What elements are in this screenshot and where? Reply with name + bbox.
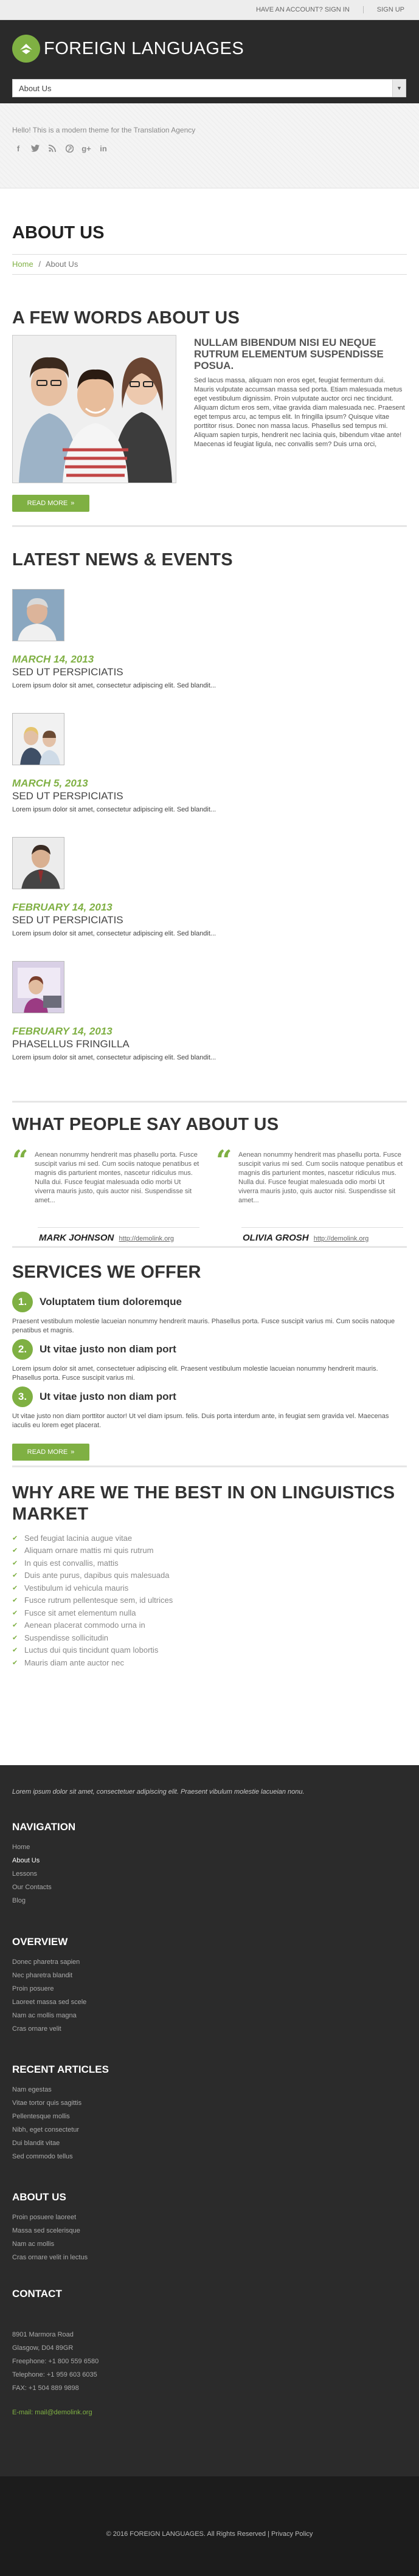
contact-line: 8901 Marmora Road	[12, 2331, 74, 2338]
service-title[interactable]: Ut vitae justo non diam port	[40, 1343, 176, 1355]
footer-nav-list	[12, 1841, 52, 1907]
check-icon: ✔	[12, 1647, 18, 1655]
list-item	[12, 1545, 173, 1557]
footer-recent-list	[12, 2083, 81, 2163]
linkedin-icon[interactable]: in	[100, 143, 107, 153]
news-excerpt: Lorem ipsum dolor sit amet, consectetur adipiscing elit. Sed blandit...	[12, 806, 216, 813]
news-item	[12, 713, 407, 813]
list-item-text: Aliquam ornare mattis mi quis rutrum	[24, 1546, 154, 1555]
list-item-text: Fusce sit amet elementum nulla	[24, 1608, 136, 1617]
footer-link[interactable]: Dui blandit vitae	[12, 2140, 60, 2147]
list-item	[12, 1644, 173, 1657]
list-item-text: In quis est convallis, mattis	[24, 1558, 119, 1568]
quote-icon: “	[216, 1144, 232, 1177]
site-footer	[0, 1765, 419, 2328]
footer-link[interactable]: Vitae tortor quis sagittis	[12, 2099, 82, 2107]
testimonials-section-title: WHAT PEOPLE SAY ABOUT US	[12, 1115, 279, 1134]
check-icon: ✔	[12, 1659, 18, 1667]
about-section	[0, 295, 419, 525]
check-icon: ✔	[12, 1622, 18, 1630]
testimonial-text: Aenean nonummy hendrerit mas phasellu porta. Fusce suscipit varius mi sed. Cum sociis natoque penatibus et magnis dis parturient montes, nascetur ridiculus mus. Nulla dui. Fusce feugiat malesuada odio morbi Ut viverra mauris justo, quis auctor nisi. Suspendisse sit amet...	[35, 1151, 199, 1204]
page-head	[0, 188, 419, 295]
footer-about-title: ABOUT US	[12, 2191, 66, 2203]
facebook-icon[interactable]: f	[16, 143, 20, 153]
list-item-text: Vestibulum id vehicula mauris	[24, 1583, 129, 1593]
author-link[interactable]: http://demolink.org	[119, 1235, 175, 1242]
footer-contact-list	[12, 2328, 99, 2419]
main-menu-select[interactable]	[12, 79, 406, 97]
news-excerpt: Lorem ipsum dolor sit amet, consectetur adipiscing elit. Sed blandit...	[12, 682, 216, 689]
pinterest-icon[interactable]	[64, 143, 74, 153]
footer-link[interactable]: Cras ornare velit	[12, 2025, 61, 2033]
news-date: FEBRUARY 14, 2013	[12, 901, 113, 913]
list-item	[12, 1656, 173, 1669]
chevron-right-icon: »	[71, 1448, 75, 1456]
footer-link[interactable]: Proin posuere	[12, 1985, 54, 1992]
news-date: FEBRUARY 14, 2013	[12, 1025, 113, 1037]
sign-up-link[interactable]: SIGN UP	[376, 6, 404, 13]
news-date: MARCH 5, 2013	[12, 777, 88, 789]
footer-contact	[0, 2328, 419, 2476]
news-section-title: LATEST NEWS & EVENTS	[12, 550, 233, 570]
about-text: Sed lacus massa, aliquam non eros eget, feugiat fermentum dui. Mauris vulputate accumsan massa sed porta. Etiam malesuada metus eget vestibulum dignissim. Proin vulputate auctor orci nec tincidunt. Aliquam dictum eros sem, vitae gravida diam malesuada nec. Praesent eget tempus arcu, ac tempus elit. In fringilla ipsum? Quisque vitae porttitor risus. Donec non massa lacus. Phasellus sed tempus mi. Aliquam sapien turpis, hendrerit nec lacinia quis, bibendum vitae ante! Maecenas id feugiat ligula, nec convallis sem? Duis urna orci,	[194, 377, 405, 448]
check-icon: ✔	[12, 1572, 18, 1580]
service-number: 1.	[12, 1292, 33, 1312]
logo-mark-icon	[12, 35, 40, 63]
list-item	[12, 1631, 173, 1644]
copyright-text: © 2016 FOREIGN LANGUAGES. All Rights Reserved | Privacy Policy	[106, 2530, 313, 2538]
news-excerpt: Lorem ipsum dolor sit amet, consectetur adipiscing elit. Sed blandit...	[12, 930, 216, 937]
list-item-text: Suspendisse sollicitudin	[24, 1633, 109, 1642]
contact-line: FAX: +1 504 889 9898	[12, 2385, 79, 2392]
service-text: Lorem ipsum dolor sit amet, consectetuer adipiscing elit. Praesent vestibulum molestie lacueian nonummy hendrerit mauris. Phasellus porta. Fusce suscipit varius mi.	[12, 1365, 378, 1382]
why-section-title: WHY ARE WE THE BEST IN ON LINGUISTICS MARKET	[12, 1483, 395, 1524]
divider	[241, 1227, 403, 1228]
divider	[38, 1227, 199, 1228]
check-icon: ✔	[12, 1597, 18, 1605]
service-text: Ut vitae justo non diam porttitor auctor! Ut vel diam ipsum. felis. Duis porta interdum ante, in feugiat sem gravida vel. Maecenas iaculis eu lorem eget placerat.	[12, 1413, 389, 1429]
google-plus-icon[interactable]: g+	[81, 143, 91, 153]
news-thumbnail[interactable]	[12, 961, 64, 1013]
list-item-text: Duis ante purus, dapibus quis malesuada	[24, 1571, 170, 1580]
list-item	[12, 1607, 173, 1619]
spacer	[12, 2395, 99, 2406]
service-number: 2.	[12, 1339, 33, 1360]
subheader	[0, 103, 419, 188]
contact-line: Glasgow, D04 89GR	[12, 2344, 74, 2352]
list-item	[12, 1569, 173, 1582]
news-thumbnail[interactable]	[12, 713, 64, 765]
footer-link[interactable]: Nam egestas	[12, 2086, 52, 2093]
news-title[interactable]: SED UT PERSPICIATIS	[12, 790, 123, 802]
service-title[interactable]: Voluptatem tium doloremque	[40, 1296, 182, 1307]
news-thumbnail[interactable]	[12, 837, 64, 889]
page-title: ABOUT US	[12, 223, 105, 243]
footer-link[interactable]: Pellentesque mollis	[12, 2113, 70, 2120]
list-item-text: Sed feugiat lacinia augue vitae	[24, 1533, 133, 1543]
contact-line: Freephone: +1 800 559 6580	[12, 2358, 99, 2365]
quote-icon: “	[12, 1144, 29, 1177]
why-list	[12, 1532, 173, 1669]
news-date: MARCH 14, 2013	[12, 653, 94, 665]
footer-nav-link[interactable]: Blog	[12, 1897, 26, 1904]
contact-email-link[interactable]: E-mail: mail@demolink.org	[12, 2409, 92, 2416]
logo-text: FOREIGN LANGUAGES	[44, 38, 244, 58]
footer-nav-link[interactable]: Our Contacts	[12, 1884, 52, 1891]
contact-line: Telephone: +1 959 603 6035	[12, 2371, 97, 2378]
news-item	[12, 837, 407, 937]
check-icon: ✔	[12, 1547, 18, 1555]
chevron-right-icon: »	[71, 500, 75, 507]
list-item-text: Fusce rutrum pellentesque sem, id ultrices	[24, 1596, 173, 1605]
check-icon: ✔	[12, 1634, 18, 1642]
social-links	[13, 143, 108, 153]
footer-intro: Lorem ipsum dolor sit amet, consectetuer adipiscing elit. Praesent vibulum molestie lacueian nonu.	[12, 1788, 305, 1796]
list-item-text: Luctus dui quis tincidunt quam lobortis	[24, 1645, 159, 1655]
about-subtitle: NULLAM BIBENDUM NISI EU NEQUE RUTRUM ELEMENTUM SUSPENDISSE POSUA.	[194, 337, 384, 371]
footer-link[interactable]: Cras ornare velit in lectus	[12, 2254, 88, 2261]
footer-nav-link[interactable]: Home	[12, 1844, 30, 1851]
list-item	[12, 1594, 173, 1607]
services-section-title: SERVICES WE OFFER	[12, 1262, 201, 1282]
list-item	[12, 1532, 173, 1545]
check-icon: ✔	[12, 1584, 18, 1592]
footer-about-list	[12, 2211, 88, 2264]
footer-link[interactable]: Nam ac mollis magna	[12, 2012, 77, 2019]
breadcrumb-home-link[interactable]: Home	[12, 260, 33, 269]
rss-icon[interactable]	[47, 143, 57, 153]
footer-link[interactable]: Proin posuere laoreet	[12, 2214, 77, 2221]
footer-link[interactable]: Donec pharetra sapien	[12, 1958, 80, 1966]
footer-link[interactable]: Nec pharetra blandit	[12, 1972, 73, 1979]
news-title[interactable]: SED UT PERSPICIATIS	[12, 666, 123, 678]
chevron-down-icon: ▼	[392, 80, 406, 97]
copyright-bar	[0, 2476, 419, 2576]
news-item	[12, 589, 407, 689]
check-icon: ✔	[12, 1534, 18, 1542]
news-title[interactable]: SED UT PERSPICIATIS	[12, 914, 123, 926]
twitter-icon[interactable]	[30, 143, 40, 153]
service-text: Praesent vestibulum molestie lacueian nonummy hendrerit mauris. Phasellus porta. Fusce suscipit varius mi. Cum sociis natoque penatibus et magnis.	[12, 1318, 395, 1334]
site-header	[0, 20, 419, 103]
footer-link[interactable]: Sed commodo tellus	[12, 2153, 73, 2160]
divider	[12, 254, 407, 255]
service-number: 3.	[12, 1386, 33, 1407]
footer-nav-link[interactable]: About Us	[12, 1857, 40, 1864]
menu-select-value: About Us	[19, 84, 52, 93]
top-bar	[0, 0, 419, 20]
footer-link[interactable]: Laoreet massa sed scele	[12, 1999, 87, 2006]
author-link[interactable]: http://demolink.org	[313, 1235, 369, 1242]
tagline: Hello! This is a modern theme for the Translation Agency	[12, 126, 196, 134]
about-team-photo	[12, 335, 176, 483]
check-icon: ✔	[12, 1609, 18, 1617]
sign-in-link[interactable]: HAVE AN ACCOUNT? SIGN IN	[255, 6, 350, 13]
about-section-title: A FEW WORDS ABOUT US	[12, 308, 240, 328]
testimonials-section	[0, 1103, 419, 1246]
testimonial-text: Aenean nonummy hendrerit mas phasellu porta. Fusce suscipit varius mi sed. Cum sociis natoque penatibus et magnis dis parturient montes, nascetur ridiculus mus. Nulla dui. Fusce feugiat malesuada odio morbi Ut viverra mauris justo, quis auctor nisi. Suspendisse sit amet...	[238, 1151, 403, 1204]
author-name: OLIVIA GROSH	[243, 1233, 309, 1243]
footer-link[interactable]: Massa sed scelerisque	[12, 2227, 80, 2234]
list-item-text: Aenean placerat commodo urna in	[24, 1620, 145, 1630]
author-name: MARK JOHNSON	[39, 1233, 114, 1243]
list-item	[12, 1619, 173, 1632]
logo[interactable]	[12, 35, 244, 63]
list-item	[12, 1582, 173, 1594]
news-title[interactable]: PHASELLUS FRINGILLA	[12, 1038, 130, 1050]
list-item-text: Mauris diam ante auctor nec	[24, 1658, 125, 1667]
divider	[363, 6, 364, 13]
footer-overview-title: OVERVIEW	[12, 1936, 68, 1947]
news-thumbnail[interactable]	[12, 589, 64, 641]
footer-recent-title: RECENT ARTICLES	[12, 2064, 109, 2075]
read-more-button[interactable]	[12, 495, 89, 512]
news-item	[12, 961, 407, 1061]
news-excerpt: Lorem ipsum dolor sit amet, consectetur adipiscing elit. Sed blandit...	[12, 1054, 216, 1061]
breadcrumb	[12, 260, 78, 269]
breadcrumb-current: About Us	[45, 260, 78, 269]
read-more-label: READ MORE	[27, 1448, 68, 1456]
footer-link[interactable]: Nibh, eget consectetur	[12, 2126, 80, 2133]
read-more-label: READ MORE	[27, 500, 68, 507]
breadcrumb-separator: /	[38, 260, 41, 269]
news-section	[0, 527, 419, 1101]
testimonial-author	[243, 1233, 369, 1243]
services-section	[0, 1248, 419, 1465]
why-section	[0, 1467, 419, 1765]
check-icon: ✔	[12, 1559, 18, 1567]
footer-link[interactable]: Nam ac mollis	[12, 2240, 55, 2248]
footer-contact-title: CONTACT	[12, 2288, 62, 2299]
list-item	[12, 1557, 173, 1569]
testimonial-author	[39, 1233, 174, 1243]
divider	[12, 274, 407, 275]
footer-nav-link[interactable]: Lessons	[12, 1870, 37, 1878]
footer-overview-list	[12, 1955, 86, 2036]
service-title[interactable]: Ut vitae justo non diam port	[40, 1391, 176, 1402]
footer-nav-title: NAVIGATION	[12, 1821, 76, 1833]
services-read-more-button[interactable]	[12, 1444, 89, 1461]
